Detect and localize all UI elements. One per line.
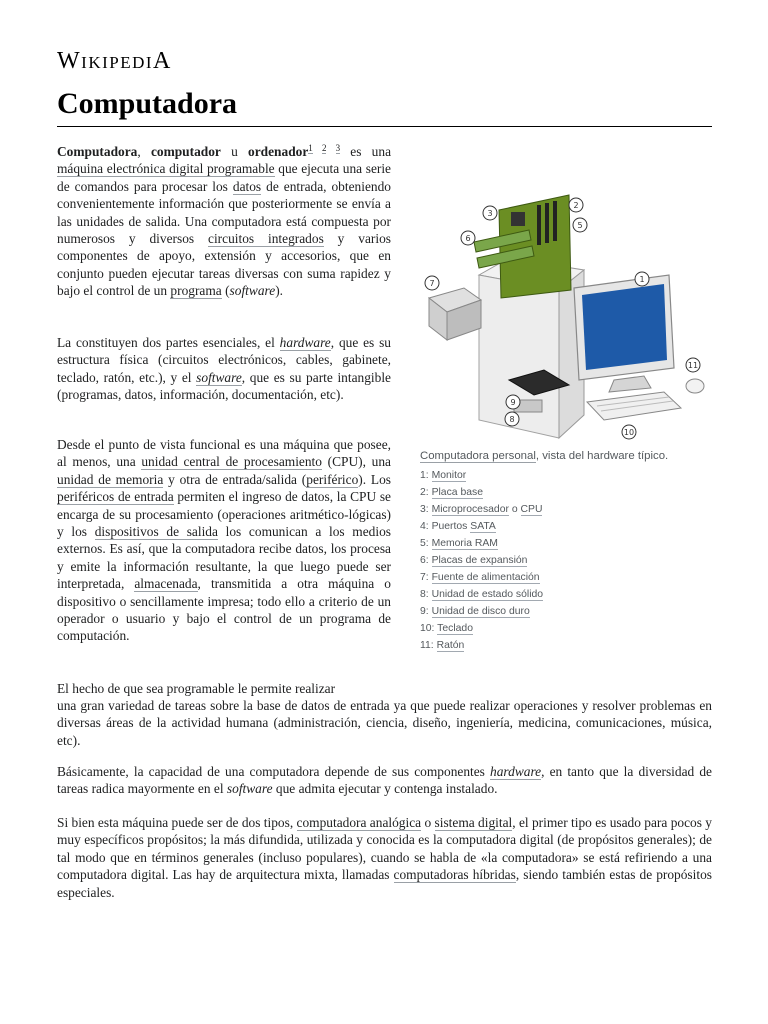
legend-link-cpu[interactable]: CPU <box>520 504 543 515</box>
link-dispositivos-salida[interactable]: dispositivos de salida <box>94 524 218 540</box>
callout-3 <box>483 206 497 220</box>
callout-11 <box>686 358 700 372</box>
legend-item: 1: Monitor <box>420 470 467 481</box>
intro-paragraph: Computadora, computador u ordenador$^{1 2 3}$ es una máquina electrónica digital programable que ejecuta una serie de comandos para procesar los datos de entrada, obteniendo convenientemente información que posteriormente se envía a las unidades de salida. Una computadora está compuesta por numerosos y diversos circuitos integrados y varios componentes de apoyo, extensión y accesorios, que en conjunto pueden ejecutar tareas diversas con suma rapidez y bajo el control de un programa (software). <box>57 142 392 299</box>
callout-5 <box>573 218 587 232</box>
link-periferico[interactable]: periférico <box>306 471 359 487</box>
italic-software-2: software <box>226 781 273 797</box>
callout-8 <box>505 412 519 426</box>
svg-text:10: 10 <box>623 428 635 437</box>
legend-item: 9: Unidad de disco duro <box>420 606 530 617</box>
reference-link-2[interactable]: 2 <box>321 142 327 153</box>
bold-term-computadora: Computadora <box>57 144 138 159</box>
link-maquina-electronica[interactable]: máquina electrónica digital programable <box>57 161 275 177</box>
legend-item: 3: Microprocesador o CPU <box>420 504 543 515</box>
wordmark-iki: IKIPEDI <box>81 53 154 72</box>
svg-text:8: 8 <box>509 415 515 424</box>
cpu-chip <box>511 212 525 226</box>
paragraph-capacity: Básicamente, la capacidad de una computadora depende de sus componentes hardware, en tanto que la diversidad de tareas radica mayormente en el software que admita ejecutar y contenga instalado. <box>57 764 712 797</box>
link-hardware-2[interactable]: hardware <box>490 764 542 779</box>
svg-text:3: 3 <box>487 209 493 218</box>
legend-link-memoria-ram[interactable]: Memoria RAM <box>431 538 498 549</box>
italic-software: software <box>229 283 276 299</box>
ram-slot <box>545 203 549 243</box>
link-perifericos-entrada[interactable]: periféricos de entrada <box>57 489 174 505</box>
link-datos[interactable]: datos <box>232 178 262 194</box>
computer-hardware-figure[interactable] <box>419 180 719 445</box>
reference-marks <box>308 143 340 154</box>
callout-7 <box>425 276 439 290</box>
link-sistema-digital[interactable]: sistema digital <box>434 815 513 830</box>
legend-item: 10: Teclado <box>420 623 473 634</box>
figure-caption: Computadora personal, vista del hardware típico. <box>420 450 669 462</box>
link-computadora-personal[interactable]: Computadora personal <box>420 450 536 462</box>
link-unidad-memoria[interactable]: unidad de memoria <box>57 471 164 487</box>
paragraph-hardware-software: La constituyen dos partes esenciales, el hardware, que es su estructura física (circuitos electrónicos, cables, gabinete, teclado, ratón, etc.), y el software, que es su parte intangible (programas, datos, información, documentación, etc). <box>57 335 392 403</box>
callout-2 <box>569 198 583 212</box>
ram-slot <box>537 205 541 245</box>
title-divider <box>57 126 712 127</box>
link-unidad-central[interactable]: unidad central de procesamiento <box>141 454 322 470</box>
tower-front <box>479 275 559 438</box>
callout-10 <box>622 425 636 439</box>
legend-item: 6: Placas de expansión <box>420 555 528 566</box>
figure-legend <box>420 467 543 654</box>
paragraph-programmable: una gran variedad de tareas sobre la base de datos de entrada ya que puede realizar operaciones y resolver problemas en diversas áreas de la actividad humana (administración, ciencia, diseño, ingeniería, medicina, comunicaciones, música, etc). <box>57 698 712 748</box>
callout-9 <box>506 395 520 409</box>
callout-1 <box>635 272 649 286</box>
svg-text:6: 6 <box>465 234 471 243</box>
legend-item: 2: Placa base <box>420 487 483 498</box>
legend-link-disco-duro[interactable]: Unidad de disco duro <box>431 606 530 617</box>
link-circuitos-integrados[interactable]: circuitos integrados <box>208 231 324 247</box>
wikipedia-wordmark[interactable] <box>57 48 172 75</box>
legend-item: 11: Ratón <box>420 640 465 651</box>
reference-link-3[interactable]: 3 <box>335 142 341 153</box>
paragraph-functional-view: Desde el punto de vista funcional es una máquina que posee, al menos, una unidad central de procesamiento (CPU), una unidad de memoria y otra de entrada/salida (periférico). Los periféricos de entrada permiten el ingreso de datos, la CPU se encarga de su procesamiento (operaciones aritmético-lógicas) y los dispositivos de salida los comunican a los medios externos. Es así, que la computadora recibe datos, los procesa y emite la información resultante, la que luego puede ser interpretada, almacenada, transmitida a otra máquina o dispositivo o sencillamente impresa; todo ello a criterio de un operador o usuario y bajo el control de un programa de computación. <box>57 437 391 644</box>
legend-link-monitor[interactable]: Monitor <box>431 470 467 481</box>
legend-item: 8: Unidad de estado sólido <box>420 589 544 600</box>
mouse <box>686 379 704 393</box>
paragraph-types: Si bien esta máquina puede ser de dos tipos, computadora analógica o sistema digital, el primer tipo es usado para pocos y muy específicos propósitos; la más difundida, utilizada y conocida es la computadora digital (de propósitos generales); de tal modo que en términos generales (incluso populares), cuando se habla de «la computadora» se está refiriendo a una computadora digital. Las hay de arquitectura mixta, llamadas computadoras híbridas, siendo también estas de propósitos especiales. <box>57 815 712 900</box>
wordmark-a: A <box>153 48 172 74</box>
svg-text:7: 7 <box>429 279 435 288</box>
legend-link-placas-expansion[interactable]: Placas de expansión <box>431 555 528 566</box>
svg-text:2: 2 <box>573 201 579 210</box>
reference-link-1[interactable]: 1 <box>308 142 313 153</box>
legend-link-teclado[interactable]: Teclado <box>437 623 473 634</box>
link-computadoras-hibridas[interactable]: computadoras híbridas <box>393 867 516 883</box>
motherboard <box>499 195 571 298</box>
svg-text:11: 11 <box>687 361 699 370</box>
legend-link-estado-solido[interactable]: Unidad de estado sólido <box>431 589 544 600</box>
legend-link-fuente[interactable]: Fuente de alimentación <box>431 572 540 583</box>
link-almacenada[interactable]: almacenada <box>134 576 198 592</box>
link-hardware[interactable]: hardware <box>279 335 331 350</box>
legend-link-placa-base[interactable]: Placa base <box>431 487 483 498</box>
paragraph-programmable-first-line: El hecho de que sea programable le permite realizar <box>57 681 336 696</box>
bold-term-computador: computador <box>150 144 221 159</box>
callout-4 <box>419 180 422 182</box>
bold-term-ordenador: ordenador <box>248 144 309 159</box>
legend-item: 7: Fuente de alimentación <box>420 572 540 583</box>
callout-6 <box>461 231 475 245</box>
monitor-screen <box>582 284 667 370</box>
link-programa[interactable]: programa <box>170 283 222 299</box>
svg-text:5: 5 <box>577 221 583 230</box>
page-title: Computadora <box>57 87 238 120</box>
link-software[interactable]: software <box>196 369 242 385</box>
svg-text:1: 1 <box>639 275 645 284</box>
legend-item: 5: Memoria RAM <box>420 538 498 549</box>
legend-link-raton[interactable]: Ratón <box>436 640 465 651</box>
link-computadora-analogica[interactable]: computadora analógica <box>296 815 422 830</box>
legend-item: 4: Puertos SATA <box>420 521 496 532</box>
wordmark-w: W <box>57 48 82 74</box>
legend-link-sata[interactable]: SATA <box>470 521 496 532</box>
monitor-stand <box>609 376 651 392</box>
ram-slot <box>553 201 557 241</box>
legend-link-microprocesador[interactable]: Microprocesador <box>431 504 509 515</box>
svg-text:9: 9 <box>510 398 516 407</box>
